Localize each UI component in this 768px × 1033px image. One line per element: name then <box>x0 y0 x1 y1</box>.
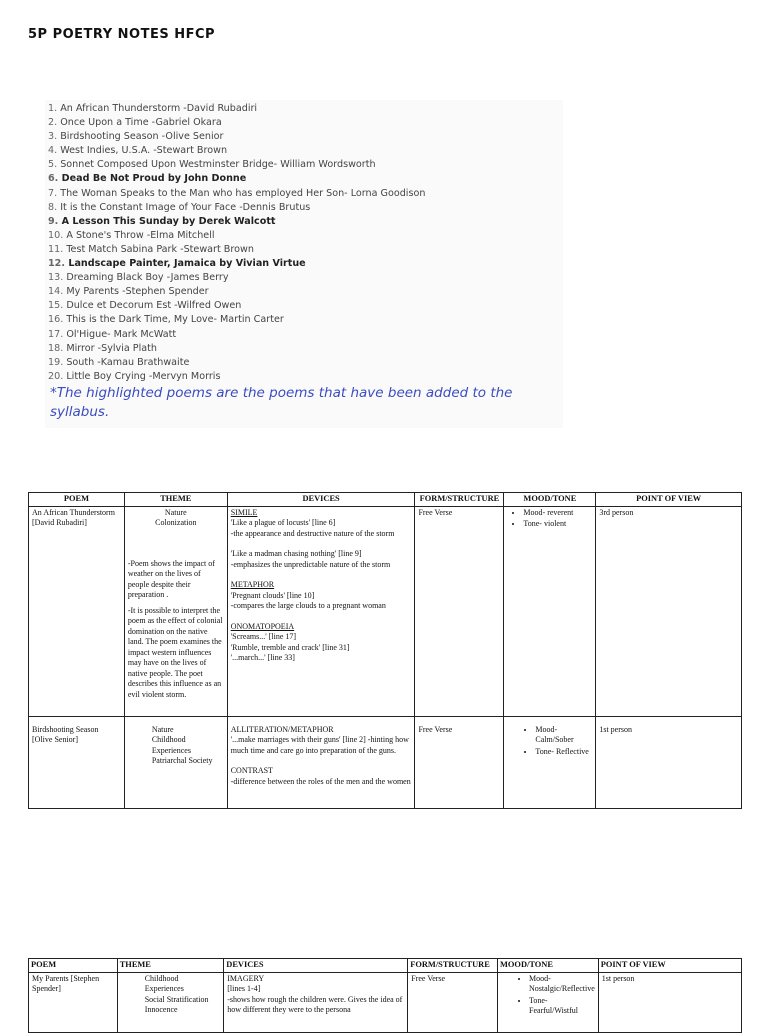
poem-list-item <box>48 328 563 342</box>
poem-list-item <box>48 271 563 285</box>
device-heading: METAPHOR <box>230 580 275 589</box>
poem-title: Landscape Painter, Jamaica by Vivian Virtue <box>68 258 306 270</box>
poem-title: An African Thunderstorm -David Rubadiri <box>60 103 258 114</box>
poem-cell: My Parents [Stephen Spender] <box>29 972 118 1032</box>
poem-number: 10. <box>48 229 64 241</box>
header-mood: MOOD/TONE <box>498 959 599 973</box>
poem-number: 1. <box>48 103 58 114</box>
theme-item: Childhood <box>151 735 186 744</box>
poem-number: 5. <box>48 159 58 171</box>
poem-title: West Indies, U.S.A. -Stewart Brown <box>60 145 228 157</box>
table-row <box>29 716 742 808</box>
theme-cell <box>124 506 227 716</box>
poem-number: 2. <box>48 117 58 129</box>
device-quote: 'Rumble, tremble and crack' [line 31] <box>230 642 350 652</box>
poem-number: 16. <box>48 314 64 326</box>
table-header-row <box>29 493 742 507</box>
theme-item: Childhood <box>144 973 179 983</box>
header-form: FORM/STRUCTURE <box>408 959 498 973</box>
poem-list-item <box>48 102 563 116</box>
poem-title: A Stone's Throw -Elma Mitchell <box>66 229 215 241</box>
device-quote: 'Screams...' [line 17] <box>230 632 297 641</box>
mood-cell <box>504 506 596 716</box>
poem-list-item <box>48 187 563 201</box>
header-devices: DEVICES <box>227 493 415 507</box>
poem-number: 6. <box>48 173 59 185</box>
table-row <box>29 972 742 1032</box>
poem-title: Mirror -Sylvia Plath <box>66 342 157 354</box>
theme-item: Nature <box>164 507 187 517</box>
table-row <box>29 506 742 716</box>
theme-item: Colonization <box>155 518 197 527</box>
mood-item: • Mood- Nostalgic/Reflective <box>529 974 595 995</box>
theme-item: Nature <box>151 724 174 734</box>
form-cell: Free Verse <box>415 506 504 716</box>
theme-cell <box>124 716 227 808</box>
theme-paragraph: -Poem shows the impact of weather on the lives of people despite their preparation . <box>127 558 215 599</box>
poem-title: Birdshooting Season -Olive Senior <box>60 131 224 143</box>
device-quote: [lines 1-4] <box>227 984 261 993</box>
poem-title: Little Boy Crying -Mervyn Morris <box>66 370 221 382</box>
poem-cell: Birdshooting Season [Olive Senior] <box>29 716 125 808</box>
poem-cell: An African Thunderstorm [David Rubadiri] <box>29 506 125 716</box>
poem-list-item <box>48 144 563 158</box>
poem-notes-table-2 <box>28 958 742 1033</box>
theme-paragraph: -It is possible to interpret the poem as the effect of colonial domination on the native land. The poem examines the impact western influences may have on the lives of native people. The poet describes this influence as an evil violent storm. <box>127 605 223 699</box>
poem-list-item <box>48 356 563 370</box>
poem-title: This is the Dark Time, My Love- Martin Carter <box>66 314 284 326</box>
poem-list-item <box>48 285 563 299</box>
devices-cell <box>227 716 415 808</box>
header-pov: POINT OF VIEW <box>596 493 742 507</box>
header-pov: POINT OF VIEW <box>598 959 741 973</box>
header-mood: MOOD/TONE <box>504 493 596 507</box>
device-quote: 'Like a plague of locusts' [line 6] <box>230 518 336 527</box>
device-quote: 'Pregnant clouds' [line 10] <box>230 590 315 600</box>
poem-title: Dulce et Decorum Est -Wilfred Owen <box>66 300 242 312</box>
poem-number: 12. <box>48 258 65 270</box>
poem-number: 3. <box>48 131 58 143</box>
poem-title: Test Match Sabina Park -Stewart Brown <box>66 243 254 255</box>
tone-item: • Tone- Fearful/Wistful <box>529 996 595 1017</box>
pov-cell: 3rd person <box>596 506 742 716</box>
mood-item: • Mood- reverent <box>523 508 592 519</box>
poem-list-panel <box>45 100 563 428</box>
poem-number: 14. <box>48 286 64 298</box>
poem-list-item <box>48 130 563 144</box>
poem-list-item <box>48 172 563 186</box>
header-form: FORM/STRUCTURE <box>415 493 504 507</box>
device-explanation: -emphasizes the unpredictable nature of the storm <box>230 559 391 569</box>
page-title: 5P POETRY NOTES HFCP <box>28 27 216 42</box>
poem-title: Once Upon a Time -Gabriel Okara <box>60 117 222 129</box>
theme-item: Social Stratification <box>144 994 209 1004</box>
poem-number: 19. <box>48 356 64 368</box>
poem-title: My Parents -Stephen Spender <box>66 286 209 298</box>
mood-cell <box>498 972 599 1032</box>
devices-cell <box>227 506 415 716</box>
device-quote: 'Like a madman chasing nothing' [line 9] <box>230 549 362 558</box>
form-cell: Free Verse <box>408 972 498 1032</box>
device-heading: SIMILE <box>230 507 258 517</box>
poem-list-item <box>48 201 563 215</box>
poem-title: South -Kamau Brathwaite <box>66 356 190 368</box>
theme-cell <box>117 972 224 1032</box>
table-header-row <box>29 959 742 973</box>
poem-title: Ol'Higue- Mark McWatt <box>66 328 177 340</box>
theme-item: Experiences <box>151 745 191 755</box>
form-cell: Free Verse <box>415 716 504 808</box>
device-explanation: -difference between the roles of the men and the women <box>230 776 411 786</box>
theme-item: Innocence <box>144 1005 178 1014</box>
poem-number: 20. <box>48 370 64 382</box>
poem-list-item <box>48 229 563 243</box>
poem-number: 18. <box>48 342 64 354</box>
poem-list-item <box>48 116 563 130</box>
poem-list-item <box>48 257 563 271</box>
poem-title: The Woman Speaks to the Man who has employed Her Son- Lorna Goodison <box>60 187 426 199</box>
device-heading: CONTRAST <box>230 766 273 775</box>
poem-title: A Lesson This Sunday by Derek Walcott <box>61 215 276 227</box>
device-heading: IMAGERY <box>227 973 265 983</box>
tone-item: • Tone- Reflective <box>535 747 592 758</box>
mood-cell <box>504 716 596 808</box>
device-explanation: -shows how rough the children were. Gives the idea of how different they were to the persona <box>227 994 403 1014</box>
device-explanation: -the appearance and destructive nature of the storm <box>230 528 395 538</box>
pov-cell: 1st person <box>596 716 742 808</box>
theme-item: Experiences <box>144 984 184 993</box>
syllabus-note: *The highlighted poems are the poems that have been added to the syllabus. <box>50 385 513 420</box>
poem-list <box>45 100 563 384</box>
poem-number: 4. <box>48 145 58 157</box>
poem-title: Dreaming Black Boy -James Berry <box>66 272 229 284</box>
poem-title: Sonnet Composed Upon Westminster Bridge- William Wordsworth <box>60 159 376 171</box>
poem-list-item <box>48 370 563 384</box>
device-quote: '...march...' [line 33] <box>230 653 295 662</box>
poem-number: 17. <box>48 328 64 340</box>
poem-number: 13. <box>48 272 64 284</box>
poem-number: 15. <box>48 300 64 312</box>
device-heading: ONOMATOPOEIA <box>230 621 295 631</box>
poem-list-item <box>48 243 563 257</box>
poem-list-item <box>48 299 563 313</box>
tone-item: • Tone- violent <box>523 519 592 530</box>
header-theme: THEME <box>124 493 227 507</box>
poem-list-item <box>48 342 563 356</box>
poem-number: 9. <box>48 215 59 227</box>
pov-cell: 1st person <box>598 972 741 1032</box>
poem-list-item <box>48 215 563 229</box>
poem-list-item <box>48 158 563 172</box>
poem-number: 11. <box>48 243 64 255</box>
header-theme: THEME <box>117 959 224 973</box>
theme-item: Patriarchal Society <box>151 756 213 765</box>
device-explanation: '...make marriages with their guns' [line 2] -hinting how much time and care go into preparation of the guns. <box>230 735 409 755</box>
device-heading: ALLITERATION/METAPHOR <box>230 724 334 734</box>
poem-title: Dead Be Not Proud by John Donne <box>61 173 247 185</box>
header-poem: POEM <box>29 959 118 973</box>
poem-number: 7. <box>48 187 58 199</box>
poem-notes-table-1 <box>28 492 742 809</box>
poem-number: 8. <box>48 201 58 213</box>
header-devices: DEVICES <box>224 959 408 973</box>
device-explanation: -compares the large clouds to a pregnant woman <box>230 601 386 610</box>
poem-list-item <box>48 313 563 327</box>
mood-item: • Mood- Calm/Sober <box>535 725 592 746</box>
header-poem: POEM <box>29 493 125 507</box>
devices-cell <box>224 972 408 1032</box>
poem-title: It is the Constant Image of Your Face -Dennis Brutus <box>60 201 311 213</box>
